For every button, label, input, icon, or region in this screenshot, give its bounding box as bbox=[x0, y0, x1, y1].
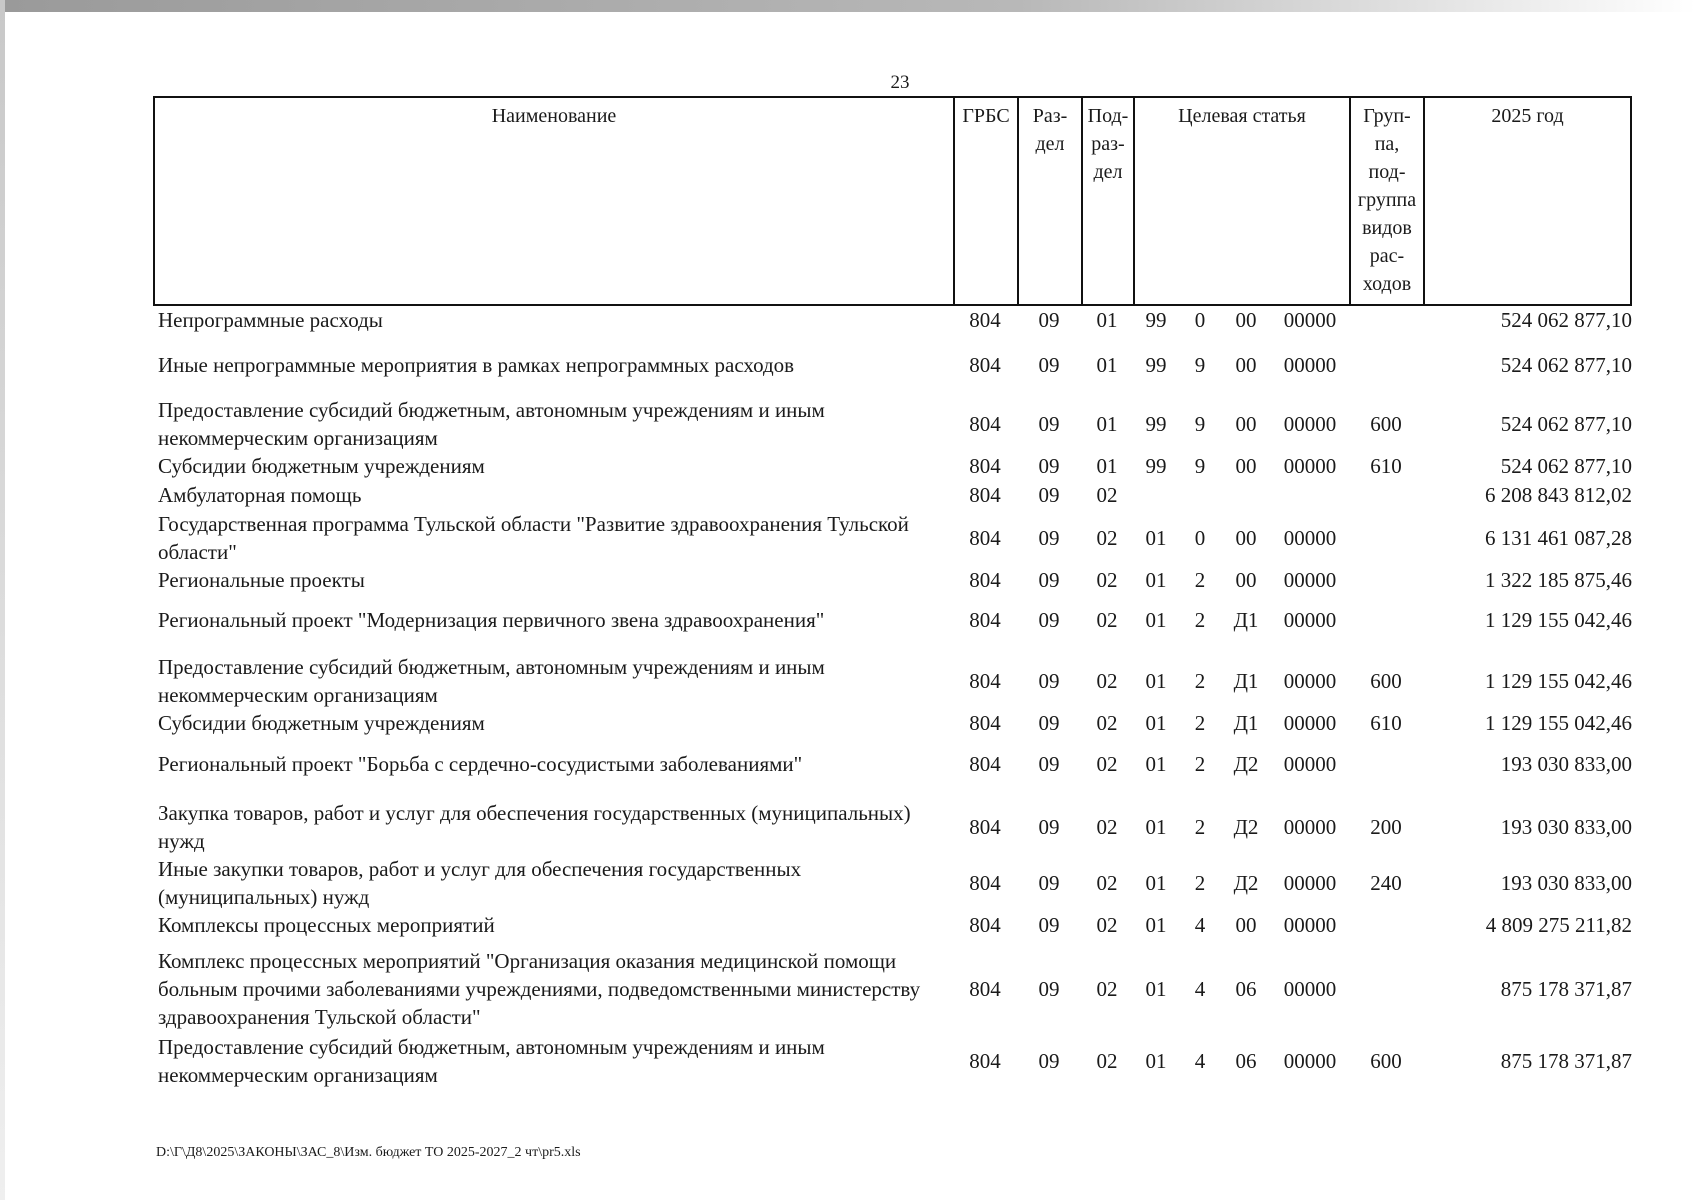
cell-razdel: 09 bbox=[1038, 1049, 1060, 1073]
table-row bbox=[153, 566, 1632, 594]
cell-target-type: 4 bbox=[1194, 977, 1206, 1001]
cell-target-project: 00 bbox=[1235, 308, 1257, 332]
cell-razdel: 09 bbox=[1038, 412, 1060, 436]
cell-target-program: 01 bbox=[1145, 977, 1167, 1001]
cell-podrazdel: 01 bbox=[1096, 353, 1118, 377]
cell-amount: 524 062 877,10 bbox=[1500, 454, 1632, 478]
cell-target-type: 2 bbox=[1194, 815, 1206, 839]
cell-group: 600 bbox=[1370, 1049, 1402, 1073]
cell-grbs: 804 bbox=[969, 913, 1001, 937]
cell-razdel: 09 bbox=[1038, 752, 1060, 776]
cell-amount: 524 062 877,10 bbox=[1500, 353, 1632, 377]
cell-podrazdel: 02 bbox=[1096, 568, 1118, 592]
cell-podrazdel: 02 bbox=[1096, 669, 1118, 693]
cell-amount: 875 178 371,87 bbox=[1500, 977, 1632, 1001]
cell-group: 600 bbox=[1370, 669, 1402, 693]
cell-target-type: 4 bbox=[1194, 913, 1206, 937]
cell-podrazdel: 01 bbox=[1096, 454, 1118, 478]
cell-target-program: 01 bbox=[1145, 526, 1167, 550]
cell-amount: 4 809 275 211,82 bbox=[1485, 913, 1632, 937]
scan-edge-top bbox=[0, 0, 1696, 12]
cell-grbs: 804 bbox=[969, 568, 1001, 592]
header-year: 2025 год bbox=[1491, 105, 1564, 127]
cell-target-type: 4 bbox=[1194, 1049, 1206, 1073]
cell-name: Иные непрограммные мероприятия в рамках непрограммных расходов bbox=[158, 353, 795, 377]
cell-target-type: 2 bbox=[1194, 711, 1206, 735]
cell-grbs: 804 bbox=[969, 353, 1001, 377]
scan-edge-left bbox=[0, 0, 5, 1200]
table-row bbox=[153, 947, 1632, 1031]
cell-grbs: 804 bbox=[969, 871, 1001, 895]
table-row bbox=[153, 855, 1632, 911]
cell-podrazdel: 02 bbox=[1096, 871, 1118, 895]
cell-razdel: 09 bbox=[1038, 483, 1060, 507]
cell-amount: 875 178 371,87 bbox=[1500, 1049, 1632, 1073]
cell-podrazdel: 02 bbox=[1096, 608, 1118, 632]
cell-group: 610 bbox=[1370, 454, 1402, 478]
table-row bbox=[153, 606, 1632, 634]
cell-razdel: 09 bbox=[1038, 308, 1060, 332]
table-row bbox=[153, 653, 1632, 709]
cell-target-type: 2 bbox=[1194, 871, 1206, 895]
cell-name: Субсидии бюджетным учреждениям bbox=[158, 454, 485, 478]
cell-target-project: Д2 bbox=[1233, 871, 1259, 895]
cell-amount: 6 131 461 087,28 bbox=[1485, 526, 1632, 550]
cell-grbs: 804 bbox=[969, 1049, 1001, 1073]
cell-group: 240 bbox=[1370, 871, 1402, 895]
cell-name: Амбулаторная помощь bbox=[158, 483, 362, 507]
cell-name: Непрограммные расходы bbox=[158, 308, 383, 332]
cell-grbs: 804 bbox=[969, 711, 1001, 735]
cell-target-program: 01 bbox=[1145, 568, 1167, 592]
cell-name: Комплекс процессных мероприятий "Организация оказания медицинской помощи больным прочими заболеваниями учреждениями, подведомственными министерству здравоохранения Тульской области" bbox=[158, 949, 921, 1029]
cell-amount: 193 030 833,00 bbox=[1500, 871, 1632, 895]
cell-amount: 1 129 155 042,46 bbox=[1485, 711, 1632, 735]
cell-target-direction: 00000 bbox=[1283, 454, 1337, 478]
cell-target-type: 9 bbox=[1194, 353, 1206, 377]
footer-file-path: D:\Г\Д8\2025\ЗАКОНЫ\ЗАС_8\Изм. бюджет ТО 2025-2027_2 чт\pr5.xls bbox=[156, 1145, 581, 1160]
cell-target-project: 06 bbox=[1235, 1049, 1257, 1073]
cell-target-program: 99 bbox=[1145, 454, 1167, 478]
cell-target-direction: 00000 bbox=[1283, 526, 1337, 550]
cell-grbs: 804 bbox=[969, 454, 1001, 478]
cell-name: Предоставление субсидий бюджетным, автономным учреждениям и иным некоммерческим организациям bbox=[158, 655, 825, 707]
cell-target-type: 0 bbox=[1194, 308, 1206, 332]
cell-target-direction: 00000 bbox=[1283, 977, 1337, 1001]
cell-razdel: 09 bbox=[1038, 711, 1060, 735]
header-podrazdel: Под- раз- дел bbox=[1083, 98, 1135, 304]
cell-grbs: 804 bbox=[969, 815, 1001, 839]
cell-razdel: 09 bbox=[1038, 568, 1060, 592]
cell-target-project: Д1 bbox=[1233, 608, 1259, 632]
cell-target-direction: 00000 bbox=[1283, 815, 1337, 839]
cell-grbs: 804 bbox=[969, 483, 1001, 507]
table-row bbox=[153, 750, 1632, 778]
cell-target-program: 01 bbox=[1145, 815, 1167, 839]
cell-amount: 1 129 155 042,46 bbox=[1485, 669, 1632, 693]
cell-target-project: 00 bbox=[1235, 913, 1257, 937]
cell-grbs: 804 bbox=[969, 669, 1001, 693]
header-group: Груп- па, под- группа видов рас- ходов bbox=[1351, 98, 1425, 304]
cell-target-direction: 00000 bbox=[1283, 669, 1337, 693]
cell-target-program: 01 bbox=[1145, 871, 1167, 895]
cell-target-program: 01 bbox=[1145, 608, 1167, 632]
cell-amount: 1 129 155 042,46 bbox=[1485, 608, 1632, 632]
cell-target-direction: 00000 bbox=[1283, 353, 1337, 377]
cell-grbs: 804 bbox=[969, 752, 1001, 776]
cell-target-direction: 00000 bbox=[1283, 871, 1337, 895]
cell-target-project: Д1 bbox=[1233, 711, 1259, 735]
table-row bbox=[153, 709, 1632, 737]
header-name: Наименование bbox=[155, 98, 955, 304]
table-row bbox=[153, 351, 1632, 379]
cell-podrazdel: 01 bbox=[1096, 412, 1118, 436]
cell-target-program: 01 bbox=[1145, 1049, 1167, 1073]
cell-group: 200 bbox=[1370, 815, 1402, 839]
cell-grbs: 804 bbox=[969, 412, 1001, 436]
cell-grbs: 804 bbox=[969, 608, 1001, 632]
cell-razdel: 09 bbox=[1038, 871, 1060, 895]
table-row bbox=[153, 911, 1632, 939]
table-row bbox=[153, 306, 1632, 334]
table-header bbox=[153, 96, 1632, 306]
cell-name: Государственная программа Тульской области "Развитие здравоохранения Тульской области" bbox=[158, 512, 909, 564]
cell-target-direction: 00000 bbox=[1283, 913, 1337, 937]
cell-podrazdel: 01 bbox=[1096, 308, 1118, 332]
cell-target-direction: 00000 bbox=[1283, 752, 1337, 776]
cell-amount: 524 062 877,10 bbox=[1500, 308, 1632, 332]
cell-name: Региональный проект "Модернизация первичного звена здравоохранения" bbox=[158, 608, 825, 632]
cell-target-type: 0 bbox=[1194, 526, 1206, 550]
cell-target-project: 00 bbox=[1235, 526, 1257, 550]
cell-razdel: 09 bbox=[1038, 526, 1060, 550]
cell-podrazdel: 02 bbox=[1096, 483, 1118, 507]
cell-target-type: 2 bbox=[1194, 752, 1206, 776]
cell-podrazdel: 02 bbox=[1096, 913, 1118, 937]
cell-target-project: 00 bbox=[1235, 353, 1257, 377]
cell-podrazdel: 02 bbox=[1096, 1049, 1118, 1073]
cell-target-direction: 00000 bbox=[1283, 308, 1337, 332]
cell-target-program: 01 bbox=[1145, 669, 1167, 693]
cell-target-direction: 00000 bbox=[1283, 1049, 1337, 1073]
cell-target-direction: 00000 bbox=[1283, 412, 1337, 436]
cell-target-program: 01 bbox=[1145, 752, 1167, 776]
cell-name: Иные закупки товаров, работ и услуг для обеспечения государственных (муниципальных) нужд bbox=[158, 857, 802, 909]
cell-group: 610 bbox=[1370, 711, 1402, 735]
cell-podrazdel: 02 bbox=[1096, 977, 1118, 1001]
cell-target-direction: 00000 bbox=[1283, 568, 1337, 592]
cell-amount: 6 208 843 812,02 bbox=[1485, 483, 1632, 507]
cell-target-project: 00 bbox=[1235, 454, 1257, 478]
cell-target-project: 00 bbox=[1235, 568, 1257, 592]
cell-podrazdel: 02 bbox=[1096, 526, 1118, 550]
cell-target-direction: 00000 bbox=[1283, 608, 1337, 632]
cell-razdel: 09 bbox=[1038, 669, 1060, 693]
header-grbs: ГРБС bbox=[955, 98, 1019, 304]
cell-razdel: 09 bbox=[1038, 454, 1060, 478]
cell-target-program: 99 bbox=[1145, 412, 1167, 436]
cell-target-program: 01 bbox=[1145, 913, 1167, 937]
page-number: 23 bbox=[890, 72, 910, 93]
header-target-article: Целевая статья bbox=[1135, 98, 1351, 304]
cell-amount: 1 322 185 875,46 bbox=[1485, 568, 1632, 592]
table-row bbox=[153, 510, 1632, 566]
cell-target-program: 99 bbox=[1145, 308, 1167, 332]
cell-group: 600 bbox=[1370, 412, 1402, 436]
cell-target-project: Д1 bbox=[1233, 669, 1259, 693]
cell-target-project: 06 bbox=[1235, 977, 1257, 1001]
cell-target-type: 2 bbox=[1194, 669, 1206, 693]
cell-target-type: 9 bbox=[1194, 454, 1206, 478]
cell-name: Субсидии бюджетным учреждениям bbox=[158, 711, 485, 735]
cell-podrazdel: 02 bbox=[1096, 752, 1118, 776]
table-row bbox=[153, 452, 1632, 480]
cell-target-program: 01 bbox=[1145, 711, 1167, 735]
table-row bbox=[153, 799, 1632, 855]
cell-podrazdel: 02 bbox=[1096, 815, 1118, 839]
cell-target-project: Д2 bbox=[1233, 815, 1259, 839]
cell-target-project: Д2 bbox=[1233, 752, 1259, 776]
cell-razdel: 09 bbox=[1038, 977, 1060, 1001]
table-row bbox=[153, 481, 1632, 509]
cell-target-type: 9 bbox=[1194, 412, 1206, 436]
cell-grbs: 804 bbox=[969, 977, 1001, 1001]
cell-name: Комплексы процессных мероприятий bbox=[158, 913, 495, 937]
cell-amount: 524 062 877,10 bbox=[1500, 412, 1632, 436]
table-row bbox=[153, 396, 1632, 452]
cell-razdel: 09 bbox=[1038, 608, 1060, 632]
cell-razdel: 09 bbox=[1038, 353, 1060, 377]
cell-razdel: 09 bbox=[1038, 913, 1060, 937]
cell-target-program: 99 bbox=[1145, 353, 1167, 377]
cell-name: Региональные проекты bbox=[158, 568, 365, 592]
table-row bbox=[153, 1033, 1632, 1089]
cell-target-type: 2 bbox=[1194, 568, 1206, 592]
header-razdel: Раз- дел bbox=[1019, 98, 1083, 304]
cell-grbs: 804 bbox=[969, 526, 1001, 550]
cell-name: Предоставление субсидий бюджетным, автономным учреждениям и иным некоммерческим организациям bbox=[158, 398, 825, 450]
cell-name: Региональный проект "Борьба с сердечно-сосудистыми заболеваниями" bbox=[158, 752, 803, 776]
cell-name: Предоставление субсидий бюджетным, автономным учреждениям и иным некоммерческим организациям bbox=[158, 1035, 825, 1087]
cell-razdel: 09 bbox=[1038, 815, 1060, 839]
cell-amount: 193 030 833,00 bbox=[1500, 815, 1632, 839]
cell-target-type: 2 bbox=[1194, 608, 1206, 632]
cell-target-direction: 00000 bbox=[1283, 711, 1337, 735]
cell-grbs: 804 bbox=[969, 308, 1001, 332]
cell-podrazdel: 02 bbox=[1096, 711, 1118, 735]
cell-target-project: 00 bbox=[1235, 412, 1257, 436]
cell-name: Закупка товаров, работ и услуг для обеспечения государственных (муниципальных) нужд bbox=[158, 801, 911, 853]
cell-amount: 193 030 833,00 bbox=[1500, 752, 1632, 776]
